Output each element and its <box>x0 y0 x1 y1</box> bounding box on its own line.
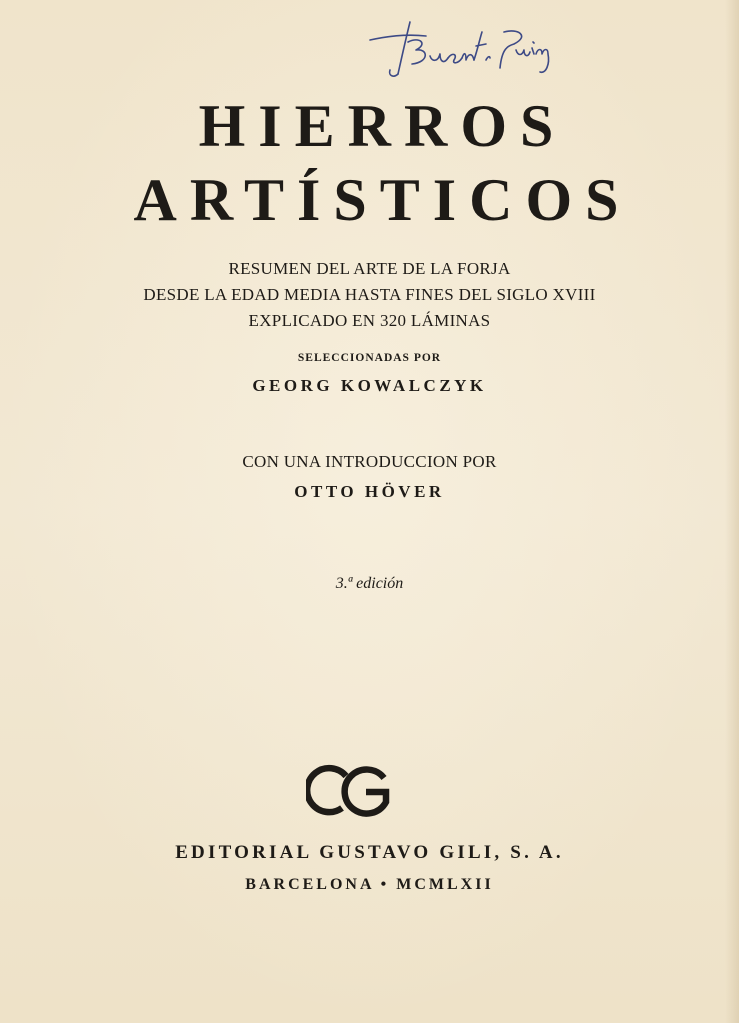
introduction-author: OTTO HÖVER <box>294 482 445 501</box>
edition-label: 3.ª edición <box>335 575 404 592</box>
introduction-label: CON UNA INTRODUCCION POR <box>242 452 497 471</box>
title-line-2: ARTÍSTICOS <box>133 167 632 233</box>
title-line-1: HIERROS <box>198 93 567 159</box>
subtitle-line-1: RESUMEN DEL ARTE DE LA FORJA <box>228 259 511 278</box>
publisher-imprint: BARCELONA • MCMLXII <box>245 876 494 893</box>
publisher-name: EDITORIAL GUSTAVO GILI, S. A. <box>175 842 564 863</box>
publisher-logo <box>306 764 392 820</box>
handwritten-signature <box>368 18 558 80</box>
selection-label: SELECCIONADAS POR <box>297 352 442 364</box>
subtitle-line-3: EXPLICADO EN 320 LÁMINAS <box>248 311 491 330</box>
subtitle-line-2: DESDE LA EDAD MEDIA HASTA FINES DEL SIGLO XVIII <box>143 285 596 304</box>
selector-name: GEORG KOWALCZYK <box>252 376 487 395</box>
